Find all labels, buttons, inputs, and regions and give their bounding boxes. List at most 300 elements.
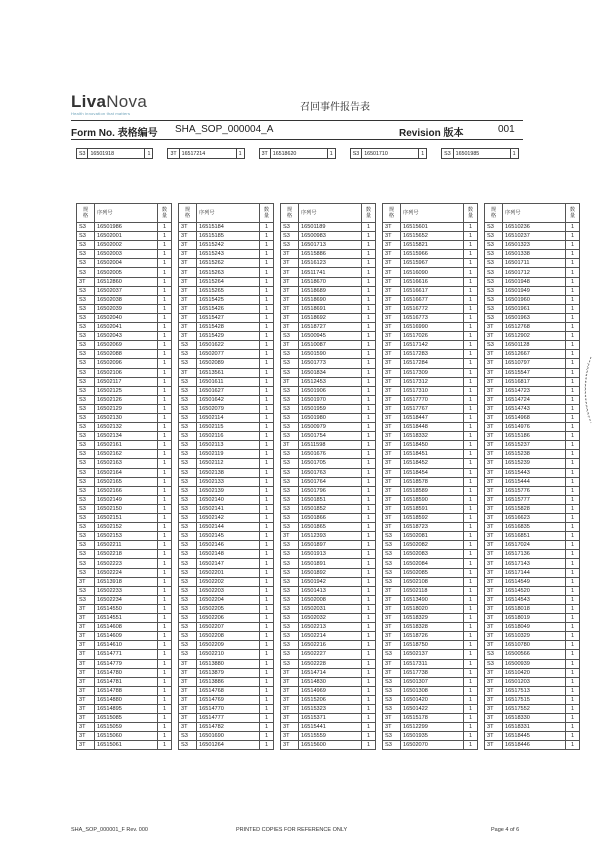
header-row [77, 204, 172, 223]
table-row [383, 423, 478, 432]
table-row [77, 550, 172, 559]
header-spec: 规 格 [485, 204, 503, 223]
serial-cell: 16515776 [503, 486, 566, 495]
spec-cell: S3 [77, 250, 95, 259]
serial-cell: 16501323 [503, 241, 566, 250]
serial-cell: 16501986 [95, 223, 158, 232]
serial-cell: 16517312 [401, 377, 464, 386]
serial-cell: 16502213 [299, 623, 362, 632]
table-row [77, 323, 172, 332]
qty-cell: 1 [464, 595, 478, 604]
serial-cell: 16501773 [299, 359, 362, 368]
qty-cell: 1 [566, 741, 580, 750]
header-row [485, 204, 580, 223]
table-row [485, 459, 580, 468]
qty-cell: 1 [566, 477, 580, 486]
qty-cell: 1 [566, 623, 580, 632]
qty-cell: 1 [464, 259, 478, 268]
qty-cell: 1 [362, 650, 376, 659]
table-row [179, 250, 274, 259]
serial-cell: 16518592 [401, 514, 464, 523]
qty-cell: 1 [464, 359, 478, 368]
qty-cell: 1 [464, 614, 478, 623]
table-row [383, 504, 478, 513]
qty-cell: 1 [158, 677, 172, 686]
table-row [281, 277, 376, 286]
spec-cell: S3 [77, 432, 95, 441]
qty-cell: 1 [362, 632, 376, 641]
table-row [179, 650, 274, 659]
qty-cell: 1 [260, 477, 274, 486]
serial-cell: 16514743 [503, 404, 566, 413]
qty-cell: 1 [158, 395, 172, 404]
spec-cell: S3 [77, 459, 95, 468]
table-row [383, 368, 478, 377]
table-row [179, 677, 274, 686]
serial-cell: 16501961 [503, 304, 566, 313]
table-row [77, 423, 172, 432]
serial-cell: 16514830 [299, 677, 362, 686]
qty-cell: 1 [362, 486, 376, 495]
spec-cell: S3 [281, 223, 299, 232]
serial-cell: 16502004 [95, 259, 158, 268]
table-row [77, 295, 172, 304]
serial-cell: 16518332 [401, 432, 464, 441]
serial-cell: 16518450 [401, 441, 464, 450]
spec-cell: 3T [179, 241, 197, 250]
table-row [281, 614, 376, 623]
qty-cell: 1 [260, 368, 274, 377]
spec-cell: S3 [77, 423, 95, 432]
serial-cell: 16501892 [299, 568, 362, 577]
spec-cell: S3 [77, 268, 95, 277]
serial-cell: 16515427 [197, 313, 260, 322]
serial-cell: 16502145 [197, 532, 260, 541]
serial-cell: 16502113 [197, 441, 260, 450]
table-row [77, 441, 172, 450]
table-row [77, 459, 172, 468]
spec-cell: 3T [383, 304, 401, 313]
table-row [485, 550, 580, 559]
qty-cell: 1 [566, 441, 580, 450]
table-row [77, 568, 172, 577]
qty-cell: 1 [158, 623, 172, 632]
spec-cell: 3T [485, 495, 503, 504]
spec-cell: 3T [383, 504, 401, 513]
spec-cell: 3T [485, 732, 503, 741]
table-row [179, 395, 274, 404]
serial-cell: 16514770 [197, 704, 260, 713]
table-row [281, 668, 376, 677]
table-row [485, 286, 580, 295]
serial-cell: 16501307 [401, 677, 464, 686]
spec-cell: 3T [383, 332, 401, 341]
serial-cell: 16502205 [197, 604, 260, 613]
qty-cell: 1 [566, 532, 580, 541]
table-row [77, 468, 172, 477]
spec-cell: S3 [281, 614, 299, 623]
spec-cell: S3 [77, 441, 95, 450]
table-row [281, 568, 376, 577]
serial-cell: 16515238 [503, 450, 566, 459]
serial-cell: 16501690 [197, 732, 260, 741]
header-row [281, 204, 376, 223]
table-row [179, 304, 274, 313]
spec-cell: S3 [179, 377, 197, 386]
table-row [383, 241, 478, 250]
spec-cell: 3T [179, 223, 197, 232]
table-row [383, 341, 478, 350]
serial-cell: 16516817 [503, 377, 566, 386]
qty-cell: 1 [566, 486, 580, 495]
spec-cell: 3T [485, 677, 503, 686]
serial-cell: 16515323 [299, 704, 362, 713]
table-row [179, 241, 274, 250]
table-row [383, 641, 478, 650]
qty-cell: 1 [158, 577, 172, 586]
spec-cell: S3 [281, 650, 299, 659]
serial-cell: 16515821 [401, 241, 464, 250]
spec-cell: 3T [485, 350, 503, 359]
table-row [485, 404, 580, 413]
serial-cell: 16518019 [503, 614, 566, 623]
qty-cell: 1 [566, 459, 580, 468]
qty-cell: 1 [158, 341, 172, 350]
serial-cell: 16502150 [95, 504, 158, 513]
spec-cell: S3 [485, 295, 503, 304]
spec-cell: 3T [281, 341, 299, 350]
table-row [485, 250, 580, 259]
table-row [77, 495, 172, 504]
spec-cell: S3 [383, 686, 401, 695]
spec-cell: S3 [77, 450, 95, 459]
qty-cell: 1 [566, 668, 580, 677]
qty-cell: 1 [362, 641, 376, 650]
table-row [179, 413, 274, 422]
spec-cell: S3 [179, 741, 197, 750]
table-row [179, 432, 274, 441]
table-row [179, 341, 274, 350]
spec-cell: 3T [179, 704, 197, 713]
qty-cell: 1 [158, 323, 172, 332]
serial-cell: 16518329 [401, 614, 464, 623]
qty-cell: 1 [362, 732, 376, 741]
table-row [281, 595, 376, 604]
serial-cell: 16518452 [401, 459, 464, 468]
spec-cell: S3 [281, 432, 299, 441]
table-row [179, 259, 274, 268]
spec-cell: 3T [485, 395, 503, 404]
table-row [485, 595, 580, 604]
logo-tagline: Health innovation that matters [71, 111, 131, 116]
qty-cell: 1 [158, 277, 172, 286]
table-row [281, 632, 376, 641]
qty-cell: 1 [158, 350, 172, 359]
table-row [179, 386, 274, 395]
qty-cell: 1 [362, 268, 376, 277]
spec-cell: S3 [179, 614, 197, 623]
serial-cell: 16515239 [503, 459, 566, 468]
spec-cell: S3 [281, 641, 299, 650]
table-row [485, 559, 580, 568]
table-row [281, 323, 376, 332]
table-row [179, 323, 274, 332]
serial-cell: 16512299 [401, 723, 464, 732]
table-row [179, 468, 274, 477]
table-row [281, 695, 376, 704]
qty-cell: 1 [362, 441, 376, 450]
serial-cell: 16502210 [197, 650, 260, 659]
spec-cell: S3 [77, 495, 95, 504]
serial-cell: 16515425 [197, 295, 260, 304]
serial-cell: 16501913 [299, 550, 362, 559]
qty-cell: 1 [566, 423, 580, 432]
serial-cell: 16517310 [401, 386, 464, 395]
spec-cell: S3 [179, 641, 197, 650]
spec-cell: 3T [77, 659, 95, 668]
serial-cell: 16501642 [197, 395, 260, 404]
spec-cell: S3 [77, 241, 95, 250]
spec-cell: 3T [179, 677, 197, 686]
spec-cell: S3 [281, 359, 299, 368]
spec-cell: 3T [281, 268, 299, 277]
spec-cell: 3T [485, 486, 503, 495]
serial-cell: 16516123 [299, 259, 362, 268]
qty-cell: 1 [464, 386, 478, 395]
spec-cell: S3 [281, 514, 299, 523]
spec-cell: S3 [77, 368, 95, 377]
spec-cell: S3 [485, 277, 503, 286]
table-row [281, 641, 376, 650]
qty-cell: 1 [362, 614, 376, 623]
serial-cell: 16511598 [299, 441, 362, 450]
qty-cell: 1 [566, 250, 580, 259]
table-row [383, 650, 478, 659]
serial-cell: 16502148 [197, 550, 260, 559]
serial-cell: 16502146 [197, 541, 260, 550]
serial-cell: 16514723 [503, 386, 566, 395]
table-row [281, 368, 376, 377]
spec-cell: S3 [77, 486, 95, 495]
spec-cell: 3T [485, 477, 503, 486]
spec-cell: 3T [77, 741, 95, 750]
qty-cell: 1 [464, 695, 478, 704]
serial-cell: 16514777 [197, 714, 260, 723]
serial-cell: 16502163 [95, 459, 158, 468]
serial-cell: 16515237 [503, 441, 566, 450]
spec-cell: 3T [77, 604, 95, 613]
table-row [485, 350, 580, 359]
spec-cell: S3 [485, 286, 503, 295]
table-row [383, 668, 478, 677]
spec-cell: 3T [77, 704, 95, 713]
spec-cell: S3 [383, 541, 401, 550]
spec-cell: 3T [77, 277, 95, 286]
qty-cell: 1 [362, 295, 376, 304]
serial-cell: 16515264 [197, 277, 260, 286]
spec-cell: 3T [485, 604, 503, 613]
qty-cell: 1 [362, 550, 376, 559]
serial-cell: 16513490 [401, 595, 464, 604]
serial-cell: 16502218 [95, 550, 158, 559]
qty-cell: 1 [158, 386, 172, 395]
qty-cell: 1 [260, 568, 274, 577]
table-row [281, 350, 376, 359]
qty-cell: 1 [362, 504, 376, 513]
spec-cell: 3T [77, 723, 95, 732]
spec-cell: 3T [383, 395, 401, 404]
spec-cell: S3 [179, 559, 197, 568]
qty-cell: 1 [362, 723, 376, 732]
serial-cell: 16501712 [503, 268, 566, 277]
spec-cell: 3T [383, 323, 401, 332]
serial-cell: 16512667 [503, 350, 566, 359]
qty-cell: 1 [464, 350, 478, 359]
qty-cell: 1 [260, 577, 274, 586]
qty-cell: 1 [362, 577, 376, 586]
spec-cell: 3T [77, 695, 95, 704]
serial-cell: 16502116 [197, 432, 260, 441]
spec-cell: S3 [485, 259, 503, 268]
spec-cell: 3T [383, 714, 401, 723]
qty-cell: 1 [362, 568, 376, 577]
qty-cell: 1 [362, 741, 376, 750]
spec-cell: 3T [383, 659, 401, 668]
spec-cell: S3 [179, 432, 197, 441]
serial-cell: 16518750 [401, 641, 464, 650]
serial-cell: 16502234 [95, 595, 158, 604]
qty-cell: 1 [260, 650, 274, 659]
table-row [485, 359, 580, 368]
table-row [77, 732, 172, 741]
serial-cell: 16502114 [197, 413, 260, 422]
serial-cell: 16502043 [95, 332, 158, 341]
table-row [281, 741, 376, 750]
table-row [179, 595, 274, 604]
spec-cell: 3T [485, 668, 503, 677]
serial-cell: 16501949 [503, 286, 566, 295]
table-row [179, 514, 274, 523]
serial-cell: 16502233 [95, 586, 158, 595]
qty-cell: 1 [464, 368, 478, 377]
serial-cell: 16514549 [503, 577, 566, 586]
serial-cell: 16515600 [299, 741, 362, 750]
serial-cell: 16501189 [299, 223, 362, 232]
spec-cell: S3 [77, 523, 95, 532]
spec-cell: 3T [485, 441, 503, 450]
qty-cell: 1 [362, 468, 376, 477]
table-row [77, 432, 172, 441]
qty-cell: 1 [158, 714, 172, 723]
qty-cell: 1 [260, 559, 274, 568]
serial-cell: 16500945 [299, 332, 362, 341]
serial-cell: 16512768 [503, 323, 566, 332]
table-row [383, 377, 478, 386]
table-row [77, 368, 172, 377]
carry-spec-cell: S3 [350, 149, 361, 159]
qty-cell: 1 [362, 368, 376, 377]
qty-cell: 1 [260, 541, 274, 550]
serial-block-4 [382, 203, 478, 750]
logo-wordmark: LivaNova [71, 92, 148, 111]
qty-cell: 1 [566, 723, 580, 732]
table-row [485, 577, 580, 586]
table-row [281, 295, 376, 304]
table-row [179, 623, 274, 632]
table-row [383, 404, 478, 413]
serial-cell: 16501763 [299, 468, 362, 477]
table-row [485, 441, 580, 450]
qty-cell: 1 [260, 259, 274, 268]
qty-cell: 1 [362, 523, 376, 532]
qty-cell: 1 [260, 313, 274, 322]
table-row [383, 223, 478, 232]
qty-cell: 1 [362, 377, 376, 386]
qty-cell: 1 [362, 423, 376, 432]
table-row [179, 441, 274, 450]
qty-cell: 1 [464, 313, 478, 322]
qty-cell: 1 [464, 659, 478, 668]
table-row [179, 504, 274, 513]
serial-cell: 16502227 [299, 650, 362, 659]
spec-cell: 3T [281, 532, 299, 541]
spec-cell: 3T [281, 250, 299, 259]
serial-cell: 16502083 [401, 550, 464, 559]
table-row [77, 677, 172, 686]
qty-cell: 1 [464, 550, 478, 559]
serial-cell: 16517311 [401, 659, 464, 668]
table-row [77, 395, 172, 404]
serial-cell: 16501897 [299, 541, 362, 550]
qty-cell: 1 [260, 659, 274, 668]
qty-cell: 1 [464, 677, 478, 686]
serial-cell: 16513879 [197, 668, 260, 677]
table-row [77, 686, 172, 695]
spec-cell: 3T [281, 259, 299, 268]
table-row [77, 404, 172, 413]
header-spec: 规 格 [77, 204, 95, 223]
table-row [383, 632, 478, 641]
header-row [179, 204, 274, 223]
table-row [77, 313, 172, 322]
spec-cell: 3T [485, 641, 503, 650]
qty-cell: 1 [362, 286, 376, 295]
serial-cell: 16515242 [197, 241, 260, 250]
table-row [77, 695, 172, 704]
table-row [485, 450, 580, 459]
table-row [281, 486, 376, 495]
table-row [179, 614, 274, 623]
spec-cell: 3T [77, 714, 95, 723]
qty-cell: 1 [464, 714, 478, 723]
spec-cell: S3 [485, 268, 503, 277]
spec-cell: 3T [179, 695, 197, 704]
qty-cell: 1 [362, 595, 376, 604]
qty-cell: 1 [260, 304, 274, 313]
table-row [383, 350, 478, 359]
qty-cell: 1 [464, 495, 478, 504]
qty-cell: 1 [362, 695, 376, 704]
table-row [281, 532, 376, 541]
serial-cell: 16501891 [299, 559, 362, 568]
serial-cell: 16501264 [197, 741, 260, 750]
qty-cell: 1 [362, 532, 376, 541]
table-row [281, 232, 376, 241]
qty-cell: 1 [362, 704, 376, 713]
spec-cell: S3 [77, 550, 95, 559]
spec-cell: 3T [281, 441, 299, 450]
spec-cell: 3T [383, 641, 401, 650]
